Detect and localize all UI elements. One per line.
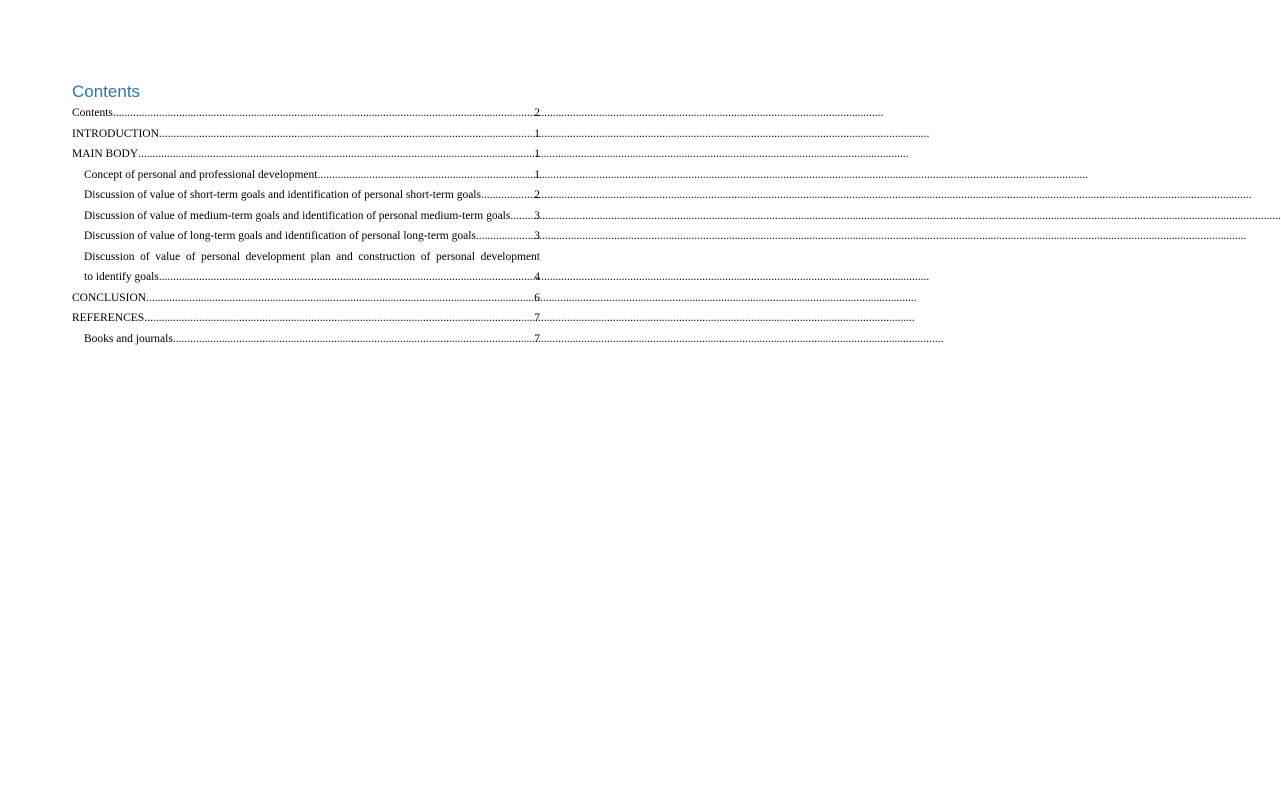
toc-page-number: 1 xyxy=(534,168,540,181)
dot-leader xyxy=(481,185,534,206)
toc-entry-label: Discussion of value of personal development plan and construction of personal development xyxy=(84,250,540,263)
toc-entry-label: Discussion of value of long-term goals and identification of personal long-term goals xyxy=(84,230,476,242)
dot-leader xyxy=(146,288,534,309)
toc-entry-introduction[interactable] xyxy=(72,124,540,145)
toc-heading: Contents xyxy=(72,82,141,101)
toc-page-number: 4 xyxy=(534,271,540,283)
toc-entry-label: Discussion of value of medium-term goals and identification of personal medium-term goals xyxy=(84,209,511,222)
toc-page-number: 3 xyxy=(534,230,540,242)
dot-leader xyxy=(144,308,534,329)
dot-leader xyxy=(113,103,534,124)
toc-entry-label: CONCLUSION xyxy=(72,291,147,304)
toc-page-number: 1 xyxy=(534,127,540,140)
toc-page-number: 3 xyxy=(534,209,540,222)
toc-page-number: 7 xyxy=(534,332,540,345)
toc-entry-concept[interactable] xyxy=(72,165,540,186)
toc-entry-long-term-goals[interactable] xyxy=(72,226,540,247)
toc-entry-label: Discussion of value of short-term goals and identification of personal short-term goals xyxy=(84,189,481,201)
table-of-contents xyxy=(72,81,540,349)
toc-entry-development-plan-line2[interactable] xyxy=(72,267,540,288)
toc-entry-books-and-journals[interactable] xyxy=(72,329,540,350)
dot-leader xyxy=(173,329,534,350)
dot-leader xyxy=(317,165,534,186)
toc-entry-development-plan-line1[interactable] xyxy=(72,247,540,268)
toc-entry-label: Concept of personal and professional development xyxy=(84,168,318,181)
toc-entry-label: Books and journals xyxy=(84,332,173,345)
toc-entry-label: MAIN BODY xyxy=(72,148,139,160)
toc-entry-medium-term-goals[interactable] xyxy=(72,206,540,227)
document-page xyxy=(0,0,612,792)
toc-entry-main-body[interactable] xyxy=(72,144,540,165)
toc-entry-references[interactable] xyxy=(72,308,540,329)
toc-page-number: 6 xyxy=(534,291,540,304)
dot-leader xyxy=(138,144,534,165)
dot-leader xyxy=(476,226,534,247)
toc-entry-label: to identify goals xyxy=(84,271,159,283)
toc-entry-short-term-goals[interactable] xyxy=(72,185,540,206)
toc-page-number: 1 xyxy=(534,148,540,160)
toc-page-number: 2 xyxy=(534,107,540,119)
toc-entry-label: Contents xyxy=(72,107,113,119)
dot-leader xyxy=(510,206,534,227)
dot-leader xyxy=(159,124,534,145)
dot-leader xyxy=(159,267,535,288)
toc-page-number: 2 xyxy=(534,189,540,201)
toc-entry-contents[interactable] xyxy=(72,103,540,124)
toc-page-number: 7 xyxy=(534,312,540,324)
toc-entry-label: REFERENCES xyxy=(72,312,145,324)
toc-entry-label: INTRODUCTION xyxy=(72,127,159,140)
toc-entry-conclusion[interactable] xyxy=(72,288,540,309)
